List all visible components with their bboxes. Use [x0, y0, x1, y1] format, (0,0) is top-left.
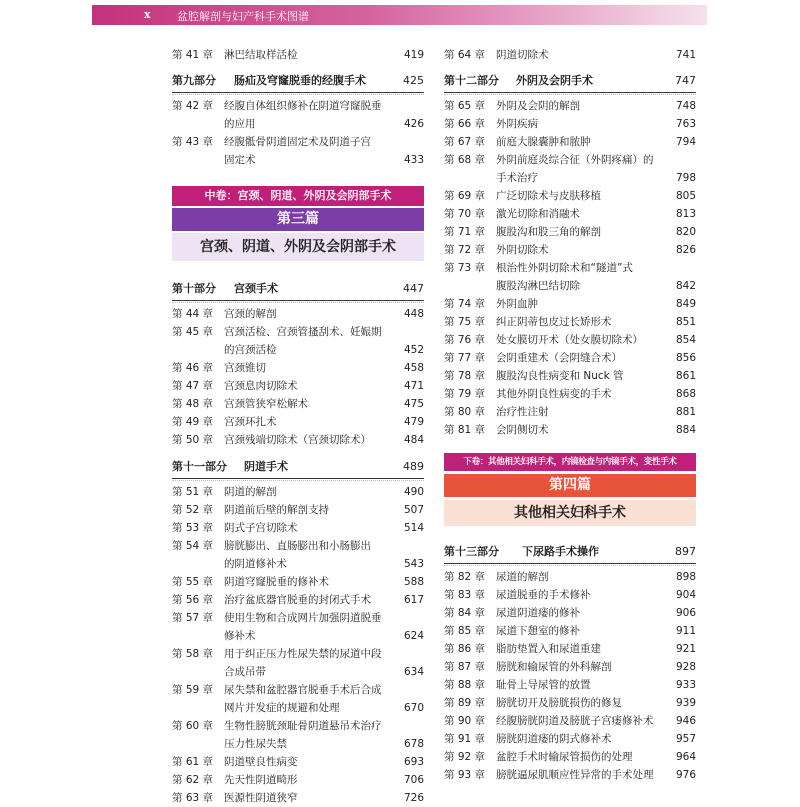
chapter-title: 先天性阴道畸形: [224, 774, 298, 786]
chapter-entry[interactable]: [444, 568, 696, 586]
chapter-page: 433: [403, 154, 424, 166]
chapter-page: 693: [403, 756, 424, 768]
chapter-page: 588: [403, 576, 424, 588]
chapter-number: 第 74 章: [444, 298, 486, 310]
chapter-title: 尿失禁和盆腔器官脱垂手术后合成: [224, 684, 382, 696]
chapter-page: 741: [675, 49, 696, 61]
chapter-number: 第 84 章: [444, 607, 486, 619]
chapter-entry[interactable]: [172, 359, 424, 377]
chapter-title: 膀胱和输尿管的外科解剖: [496, 661, 612, 673]
volume-banner: 下卷：其他相关妇科手术，内镜检查与内镜手术，变性手术: [444, 453, 696, 471]
chapter-title: 外阴切除术: [496, 244, 549, 256]
chapter-page: 884: [675, 424, 696, 436]
chapter-page: 820: [675, 226, 696, 238]
toc-right-column: [444, 46, 696, 784]
chapter-title: 脂肪垫置入和尿道重建: [496, 643, 601, 655]
chapter-title: 处女膜切开术（处女膜切除术）: [496, 334, 643, 346]
chapter-number: 第 73 章: [444, 262, 486, 274]
chapter-title: 耻骨上导尿管的放置: [496, 679, 591, 691]
chapter-page: 813: [675, 208, 696, 220]
part-heading[interactable]: [172, 71, 424, 93]
part-heading[interactable]: [172, 457, 424, 479]
chapter-number: 第 78 章: [444, 370, 486, 382]
part-title: 阴道手术: [244, 460, 288, 473]
chapter-title: 使用生物和合成网片加强阴道脱垂: [224, 612, 382, 624]
chapter-entry[interactable]: [172, 717, 424, 753]
chapter-title: 膀胱切开及膀胱损伤的修复: [496, 697, 622, 709]
chapter-page: 856: [675, 352, 696, 364]
chapter-page: 898: [675, 571, 696, 583]
toc-left-column: [172, 46, 424, 807]
part-title: 外阴及会阴手术: [516, 74, 593, 87]
chapter-page: 933: [675, 679, 696, 691]
chapter-entry[interactable]: [444, 133, 696, 151]
chapter-page: 798: [675, 172, 696, 184]
volume-banner: 中卷：宫颈、阴道、外阴及会阴部手术: [172, 186, 424, 206]
chapter-entry[interactable]: [444, 151, 696, 187]
chapter-entry[interactable]: [444, 331, 696, 349]
chapter-number: 第 57 章: [172, 612, 214, 624]
chapter-title: 宫颈锥切: [224, 362, 266, 374]
chapter-page: 868: [675, 388, 696, 400]
chapter-title: 前庭大腺囊肿和脓肿: [496, 136, 591, 148]
section-subtitle: 宫颈、阴道、外阴及会阴部手术: [172, 233, 424, 261]
chapter-page: 976: [675, 769, 696, 781]
chapter-number: 第 82 章: [444, 571, 486, 583]
chapter-entry[interactable]: [444, 115, 696, 133]
section-title: 第四篇: [444, 474, 696, 497]
chapter-page: 678: [403, 738, 424, 750]
chapter-entry[interactable]: [444, 586, 696, 604]
chapter-entry[interactable]: [444, 259, 696, 295]
part-label: 第九部分: [172, 74, 216, 87]
chapter-entry[interactable]: [444, 349, 696, 367]
chapter-list: [172, 97, 424, 169]
chapter-page: 458: [403, 362, 424, 374]
chapter-title: 修补术: [224, 630, 256, 642]
chapter-page: 921: [675, 643, 696, 655]
chapter-number: 第 56 章: [172, 594, 214, 606]
page-number-roman: x: [144, 8, 151, 21]
chapter-number: 第 92 章: [444, 751, 486, 763]
part-label: 第十一部分: [172, 460, 227, 473]
chapter-title: 尿道下憩室的修补: [496, 625, 580, 637]
chapter-number: 第 75 章: [444, 316, 486, 328]
chapter-number: 第 64 章: [444, 49, 486, 61]
chapter-title: 压力性尿失禁: [224, 738, 287, 750]
chapter-page: 842: [675, 280, 696, 292]
chapter-entry[interactable]: [172, 645, 424, 681]
chapter-number: 第 45 章: [172, 326, 214, 338]
chapter-title: 膀胱膨出、直肠膨出和小肠膨出: [224, 540, 371, 552]
chapter-number: 第 81 章: [444, 424, 486, 436]
chapter-page: 939: [675, 697, 696, 709]
chapter-entry[interactable]: [172, 591, 424, 609]
chapter-number: 第 62 章: [172, 774, 214, 786]
chapter-list: [444, 97, 696, 439]
chapter-number: 第 50 章: [172, 434, 214, 446]
chapter-number: 第 58 章: [172, 648, 214, 660]
chapter-entry[interactable]: [172, 771, 424, 789]
chapter-number: 第 89 章: [444, 697, 486, 709]
chapter-page: 514: [403, 522, 424, 534]
chapter-number: 第 60 章: [172, 720, 214, 732]
chapter-number: 第 44 章: [172, 308, 214, 320]
chapter-page: 928: [675, 661, 696, 673]
chapter-number: 第 41 章: [172, 49, 214, 61]
chapter-page: 475: [403, 398, 424, 410]
chapter-title: 治疗盆底器官脱垂的封闭式手术: [224, 594, 371, 606]
chapter-number: 第 79 章: [444, 388, 486, 400]
chapter-number: 第 90 章: [444, 715, 486, 727]
chapter-page: 849: [675, 298, 696, 310]
chapter-entry[interactable]: [444, 712, 696, 730]
chapter-entry[interactable]: [172, 133, 424, 169]
chapter-page: 957: [675, 733, 696, 745]
chapter-title: 宫颈环扎术: [224, 416, 277, 428]
chapter-entry[interactable]: [444, 694, 696, 712]
chapter-page: 706: [403, 774, 424, 786]
chapter-title: 阴道穹窿脱垂的修补术: [224, 576, 329, 588]
chapter-title: 阴式子宫切除术: [224, 522, 298, 534]
part-label: 第十部分: [172, 282, 216, 295]
chapter-title: 阴道前后壁的解剖支持: [224, 504, 329, 516]
chapter-number: 第 47 章: [172, 380, 214, 392]
chapter-number: 第 71 章: [444, 226, 486, 238]
chapter-entry[interactable]: [444, 730, 696, 748]
chapter-entry[interactable]: [172, 573, 424, 591]
chapter-title: 合成吊带: [224, 666, 266, 678]
chapter-number: 第 42 章: [172, 100, 214, 112]
volume-block: [172, 186, 424, 261]
chapter-title: 腹股沟和股三角的解剖: [496, 226, 601, 238]
chapter-entry[interactable]: [172, 609, 424, 645]
chapter-entry[interactable]: [444, 295, 696, 313]
chapter-number: 第 61 章: [172, 756, 214, 768]
chapter-page: 946: [675, 715, 696, 727]
part-page: 447: [403, 282, 424, 295]
part-title: 宫颈手术: [234, 282, 278, 295]
chapter-number: 第 52 章: [172, 504, 214, 516]
chapter-page: 726: [403, 792, 424, 804]
chapter-entry[interactable]: [444, 676, 696, 694]
chapter-title: 宫颈的解剖: [224, 308, 277, 320]
chapter-title: 会阴重建术（会阴缝合术）: [496, 352, 622, 364]
part-page: 489: [403, 460, 424, 473]
section-subtitle: 其他相关妇科手术: [444, 500, 696, 526]
chapter-title: 尿道阴道瘘的修补: [496, 607, 580, 619]
chapter-title: 医源性阴道狭窄: [224, 792, 298, 804]
chapter-title: 外阴前庭炎综合征（外阴疼痛）的: [496, 154, 654, 166]
chapter-title: 的阴道修补术: [224, 558, 287, 570]
chapter-title: 宫颈活检、宫颈管搔刮术、妊娠期: [224, 326, 382, 338]
chapter-page: 479: [403, 416, 424, 428]
chapter-entry[interactable]: [172, 501, 424, 519]
chapter-title: 经腹自体组织修补在阴道穹窿脱垂: [224, 100, 382, 112]
chapter-page: 507: [403, 504, 424, 516]
chapter-entry[interactable]: [172, 753, 424, 771]
chapter-number: 第 63 章: [172, 792, 214, 804]
chapter-entry[interactable]: [444, 622, 696, 640]
chapter-page: 906: [675, 607, 696, 619]
chapter-title: 宫颈管狭窄松解术: [224, 398, 308, 410]
chapter-title: 膀胱逼尿肌顺应性异常的手术处理: [496, 769, 654, 781]
chapter-title: 经腹骶骨阴道固定术及阴道子宫: [224, 136, 371, 148]
chapter-page: 748: [675, 100, 696, 112]
chapter-page: 861: [675, 370, 696, 382]
chapter-entry[interactable]: [172, 97, 424, 133]
chapter-page: 964: [675, 751, 696, 763]
chapter-number: 第 67 章: [444, 136, 486, 148]
chapter-number: 第 80 章: [444, 406, 486, 418]
chapter-number: 第 85 章: [444, 625, 486, 637]
chapter-number: 第 77 章: [444, 352, 486, 364]
chapter-page: 670: [403, 702, 424, 714]
chapter-page: 911: [675, 625, 696, 637]
chapter-title: 腹股沟良性病变和 Nuck 管: [496, 370, 624, 382]
chapter-entry[interactable]: [172, 395, 424, 413]
chapter-title: 的宫颈活检: [224, 344, 277, 356]
chapter-title: 纠正阴蒂包皮过长矫形术: [496, 316, 612, 328]
chapter-entry[interactable]: [172, 377, 424, 395]
chapter-title: 其他外阴良性病变的手术: [496, 388, 612, 400]
chapter-title: 阴道的解剖: [224, 486, 277, 498]
chapter-entry[interactable]: [444, 187, 696, 205]
chapter-entry[interactable]: [444, 97, 696, 115]
chapter-title: 尿道的解剖: [496, 571, 549, 583]
chapter-title: 淋巴结取样活检: [224, 49, 298, 61]
chapter-title: 经腹膀胱阴道及膀胱子宫瘘修补术: [496, 715, 654, 727]
chapter-page: 763: [675, 118, 696, 130]
chapter-number: 第 66 章: [444, 118, 486, 130]
chapter-title: 根治性外阴切除术和“隧道”式: [496, 262, 633, 274]
chapter-page: 624: [403, 630, 424, 642]
chapter-page: 419: [403, 49, 424, 61]
chapter-title: 盆腔手术时输尿管损伤的处理: [496, 751, 633, 763]
chapter-entry[interactable]: [444, 46, 696, 64]
chapter-page: 881: [675, 406, 696, 418]
chapter-entry[interactable]: [444, 367, 696, 385]
chapter-title: 宫颈息肉切除术: [224, 380, 298, 392]
chapter-page: 448: [403, 308, 424, 320]
chapter-page: 426: [403, 118, 424, 130]
chapter-entry[interactable]: [444, 241, 696, 259]
chapter-page: 854: [675, 334, 696, 346]
chapter-title: 尿道脱垂的手术修补: [496, 589, 591, 601]
chapter-page: 617: [403, 594, 424, 606]
chapter-entry[interactable]: [444, 604, 696, 622]
chapter-title: 用于纠正压力性尿失禁的尿道中段: [224, 648, 382, 660]
chapter-entry[interactable]: [172, 413, 424, 431]
chapter-number: 第 88 章: [444, 679, 486, 691]
chapter-number: 第 72 章: [444, 244, 486, 256]
chapter-title: 阴道壁良性病变: [224, 756, 298, 768]
chapter-number: 第 48 章: [172, 398, 214, 410]
chapter-page: 471: [403, 380, 424, 392]
chapter-entry[interactable]: [444, 385, 696, 403]
chapter-number: 第 53 章: [172, 522, 214, 534]
chapter-page: 851: [675, 316, 696, 328]
chapter-entry[interactable]: [172, 323, 424, 359]
chapter-number: 第 69 章: [444, 190, 486, 202]
chapter-list: [172, 305, 424, 449]
chapter-page: 484: [403, 434, 424, 446]
chapter-number: 第 59 章: [172, 684, 214, 696]
chapter-title: 激光切除和消融术: [496, 208, 580, 220]
chapter-entry[interactable]: [172, 483, 424, 501]
chapter-number: 第 46 章: [172, 362, 214, 374]
chapter-title: 外阴疾病: [496, 118, 538, 130]
part-heading[interactable]: [172, 279, 424, 301]
chapter-list: [444, 46, 696, 64]
chapter-title: 的应用: [224, 118, 256, 130]
chapter-page: 490: [403, 486, 424, 498]
chapter-number: 第 83 章: [444, 589, 486, 601]
chapter-title: 宫颈残端切除术（宫颈切除术）: [224, 434, 371, 446]
chapter-entry[interactable]: [444, 403, 696, 421]
part-label: 第十三部分: [444, 545, 499, 558]
chapter-title: 治疗性注射: [496, 406, 549, 418]
chapter-entry[interactable]: [172, 431, 424, 449]
chapter-entry[interactable]: [172, 305, 424, 323]
chapter-entry[interactable]: [444, 748, 696, 766]
chapter-number: 第 70 章: [444, 208, 486, 220]
part-heading[interactable]: [444, 71, 696, 93]
chapter-page: 543: [403, 558, 424, 570]
chapter-number: 第 76 章: [444, 334, 486, 346]
part-title: 肠疝及穹窿脱垂的经腹手术: [234, 74, 366, 87]
chapter-page: 904: [675, 589, 696, 601]
chapter-title: 外阴血肿: [496, 298, 538, 310]
chapter-entry[interactable]: [444, 313, 696, 331]
chapter-number: 第 43 章: [172, 136, 214, 148]
chapter-page: 794: [675, 136, 696, 148]
chapter-entry[interactable]: [172, 789, 424, 807]
chapter-number: 第 86 章: [444, 643, 486, 655]
chapter-title: 阴道切除术: [496, 49, 549, 61]
chapter-title: 广泛切除术与皮肤移植: [496, 190, 601, 202]
book-title: 盆腔解剖与妇产科手术图谱: [177, 10, 309, 23]
part-heading[interactable]: [444, 542, 696, 564]
chapter-title: 手术治疗: [496, 172, 538, 184]
chapter-entry[interactable]: [444, 658, 696, 676]
chapter-entry[interactable]: [444, 640, 696, 658]
part-page: 897: [675, 545, 696, 558]
chapter-page: 826: [675, 244, 696, 256]
chapter-title: 外阴及会阴的解剖: [496, 100, 580, 112]
chapter-entry[interactable]: [172, 537, 424, 573]
chapter-title: 固定术: [224, 154, 256, 166]
volume-block: [444, 453, 696, 526]
page-header: [92, 5, 707, 25]
chapter-page: 805: [675, 190, 696, 202]
part-title: 下尿路手术操作: [522, 545, 599, 558]
chapter-number: 第 55 章: [172, 576, 214, 588]
chapter-entry[interactable]: [172, 519, 424, 537]
chapter-title: 膀胱阴道瘘的阴式修补术: [496, 733, 612, 745]
chapter-title: 腹股沟淋巴结切除: [496, 280, 580, 292]
part-label: 第十二部分: [444, 74, 499, 87]
chapter-title: 网片并发症的规避和处理: [224, 702, 340, 714]
chapter-entry[interactable]: [172, 46, 424, 64]
chapter-list: [172, 483, 424, 807]
part-page: 747: [675, 74, 696, 87]
chapter-title: 生物性膀胱颈耻骨阴道悬吊术治疗: [224, 720, 382, 732]
chapter-number: 第 65 章: [444, 100, 486, 112]
chapter-entry[interactable]: [172, 681, 424, 717]
chapter-number: 第 93 章: [444, 769, 486, 781]
chapter-list: [444, 568, 696, 784]
chapter-number: 第 87 章: [444, 661, 486, 673]
chapter-number: 第 91 章: [444, 733, 486, 745]
chapter-number: 第 68 章: [444, 154, 486, 166]
chapter-entry[interactable]: [444, 421, 696, 439]
chapter-entry[interactable]: [444, 766, 696, 784]
chapter-page: 452: [403, 344, 424, 356]
chapter-entry[interactable]: [444, 223, 696, 241]
chapter-number: 第 51 章: [172, 486, 214, 498]
chapter-title: 会阴侧切术: [496, 424, 549, 436]
part-page: 425: [403, 74, 424, 87]
chapter-page: 634: [403, 666, 424, 678]
chapter-number: 第 54 章: [172, 540, 214, 552]
chapter-list: [172, 46, 424, 64]
chapter-number: 第 49 章: [172, 416, 214, 428]
section-title: 第三篇: [172, 208, 424, 231]
chapter-entry[interactable]: [444, 205, 696, 223]
